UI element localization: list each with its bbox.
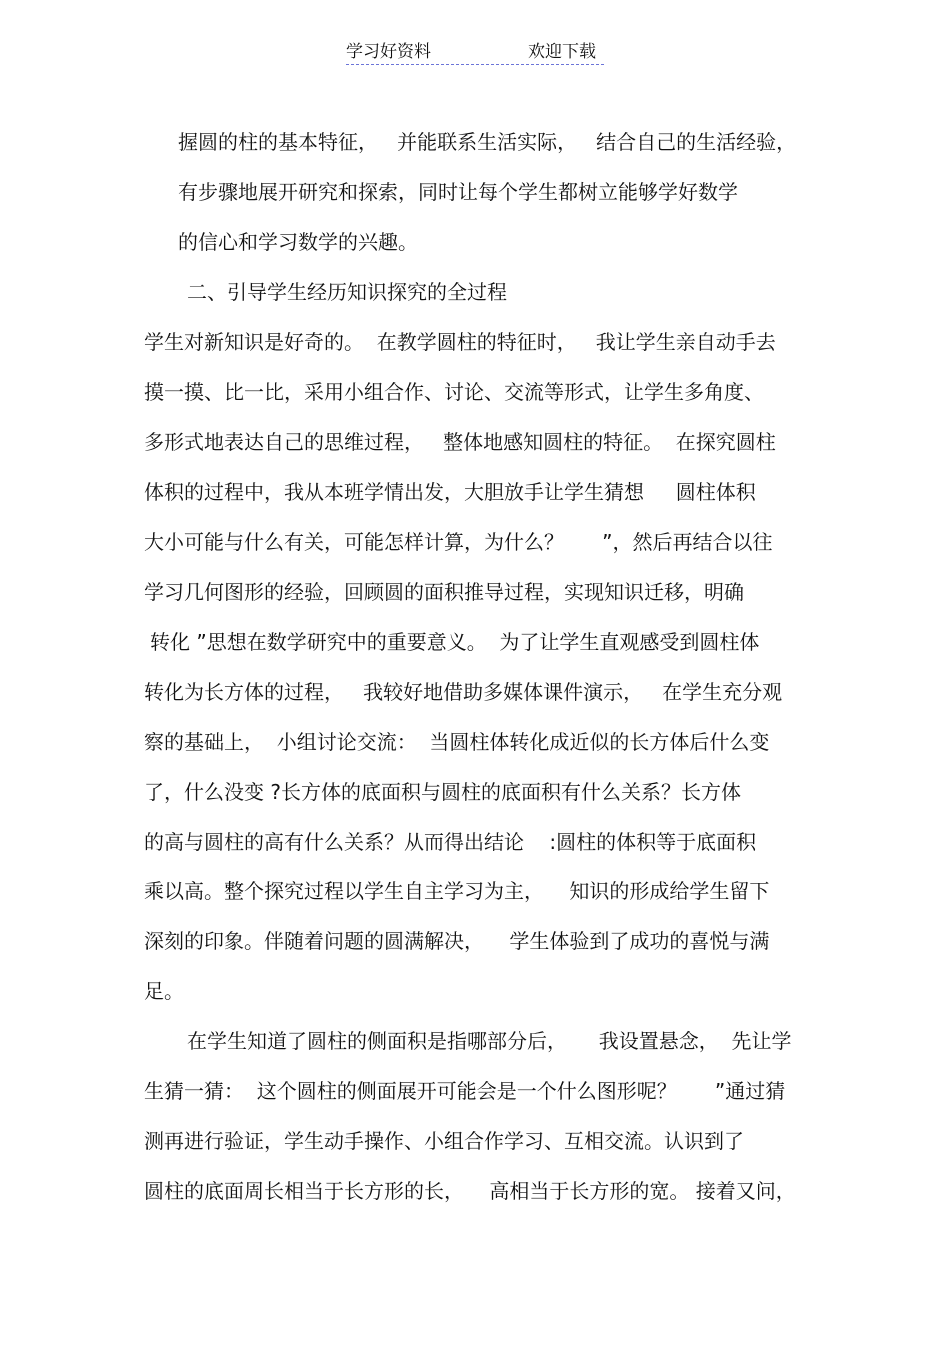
section-heading: 二、引导学生经历知识探究的全过程 <box>187 280 507 304</box>
text-line: 大小可能与什么有关，可能怎样计算，为什么？ ”，然后再结合以往 <box>144 530 773 554</box>
page-header <box>346 42 604 66</box>
header-underline <box>346 64 604 65</box>
text-line: 在学生知道了圆柱的侧面积是指哪部分后， 我设置悬念， 先让学 <box>187 1029 792 1053</box>
text-line: 足。 <box>144 979 184 1003</box>
text-line: 体积的过程中，我从本班学情出发，大胆放手让学生猜想 圆柱体积 <box>144 480 756 504</box>
text-line: 深刻的印象。伴随着问题的圆满解决， 学生体验到了成功的喜悦与满 <box>144 929 770 953</box>
text-line: 转化为长方体的过程， 我较好地借助多媒体课件演示， 在学生充分观 <box>144 680 783 704</box>
text-line: 的高与圆柱的高有什么关系？从而得出结论 :圆柱的体积等于底面积 <box>144 830 757 854</box>
text-line: 圆柱的底面周长相当于长方形的长， 高相当于长方形的宽。 接着又问， <box>144 1179 796 1203</box>
header-right-text: 欢迎下载 <box>528 42 596 62</box>
text-line: 测再进行验证，学生动手操作、小组合作学习、互相交流。认识到了 <box>144 1129 744 1153</box>
text-line: 的信心和学习数学的兴趣。 <box>178 230 418 254</box>
text-line: 察的基础上， 小组讨论交流： 当圆柱体转化成近似的长方体后什么变 <box>144 730 770 754</box>
text-line: 学习几何图形的经验，回顾圆的面积推导过程，实现知识迁移，明确 <box>144 580 744 604</box>
text-line: 学生对新知识是好奇的。 在教学圆柱的特征时， 我让学生亲自动手去 <box>144 330 776 354</box>
text-line: 转化 ”思想在数学研究中的重要意义。 为了让学生直观感受到圆柱体 <box>150 630 760 654</box>
text-line: 多形式地表达自己的思维过程， 整体地感知圆柱的特征。 在探究圆柱 <box>144 430 776 454</box>
text-line: 握圆的柱的基本特征， 并能联系生活实际， 结合自己的生活经验， <box>178 130 797 154</box>
text-line: 乘以高。整个探究过程以学生自主学习为主， 知识的形成给学生留下 <box>144 879 770 903</box>
text-line: 有步骤地展开研究和探索，同时让每个学生都树立能够学好数学 <box>178 180 738 204</box>
text-line: 生猜一猜： 这个圆柱的侧面展开可能会是一个什么图形呢？ ”通过猜 <box>144 1079 786 1103</box>
text-line: 了，什么没变 ?长方体的底面积与圆柱的底面积有什么关系？长方体 <box>144 780 741 804</box>
text-line: 摸一摸、比一比，采用小组合作、讨论、交流等形式，让学生多角度、 <box>144 380 764 404</box>
header-left-text: 学习好资料 <box>346 42 431 62</box>
